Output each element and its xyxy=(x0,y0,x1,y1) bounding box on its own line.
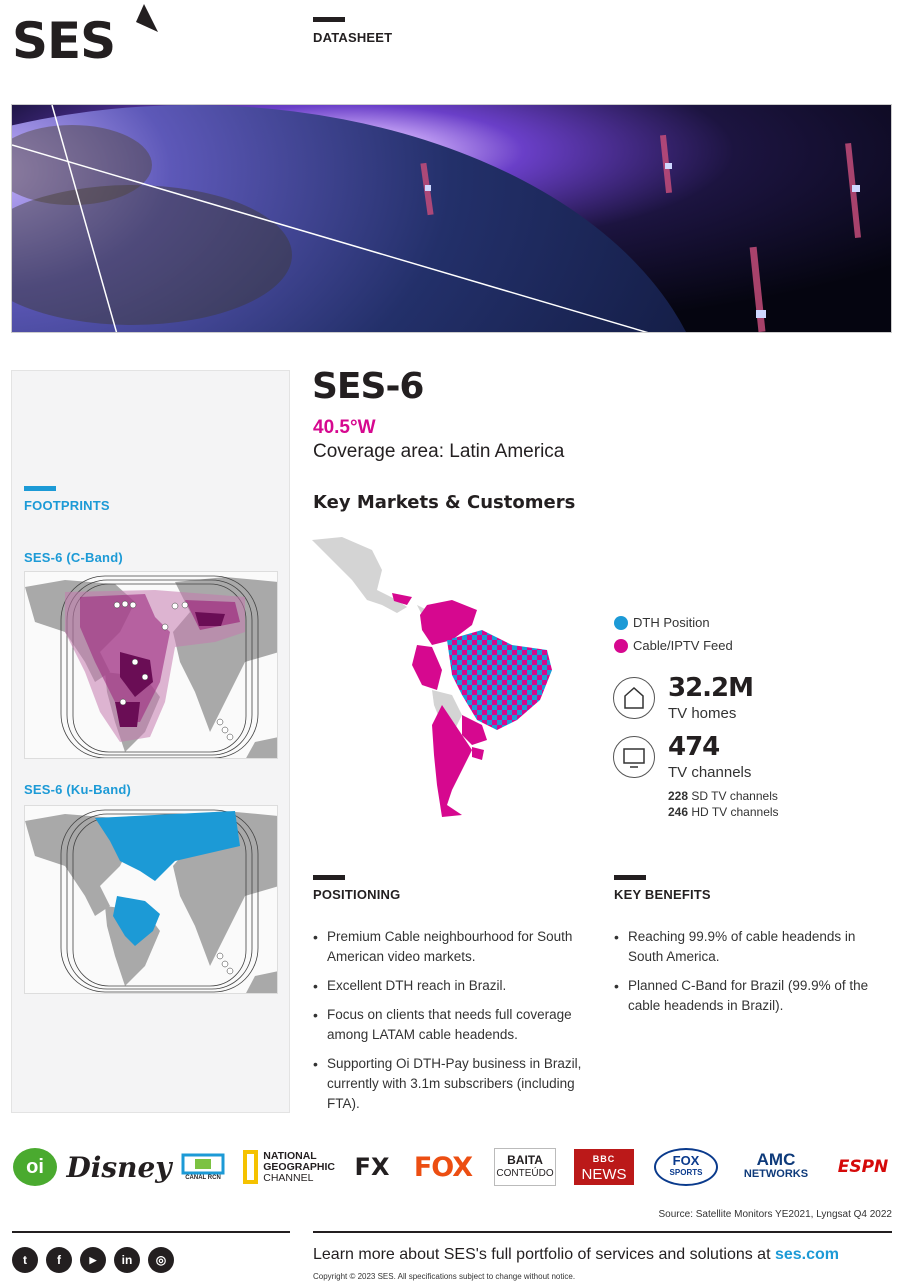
ses-logo xyxy=(12,4,162,68)
logo-text: SES xyxy=(12,12,116,70)
house-icon xyxy=(613,677,655,719)
cta-copy: Learn more about SES's full portfolio of services and solutions at xyxy=(313,1246,775,1263)
benefits-item: • Reaching 99.9% of cable headends in South America. xyxy=(614,927,884,967)
linkedin-icon[interactable]: in xyxy=(114,1247,140,1273)
natgeo-line-3: CHANNEL xyxy=(263,1171,314,1184)
sd-channels-label: SD TV channels xyxy=(691,789,778,803)
fox-sports-line-2: SPORTS xyxy=(669,1168,703,1177)
cable-legend-swatch xyxy=(614,639,628,653)
hero-space-illustration xyxy=(12,105,892,333)
c-band-title: SES-6 (C-Band) xyxy=(24,550,123,565)
hero-image xyxy=(11,104,892,333)
benefits-heading: KEY BENEFITS xyxy=(614,887,711,902)
amc-networks-logo xyxy=(735,1148,817,1186)
hd-channels xyxy=(668,805,779,819)
positioning-item: • Premium Cable neighbourhood for South American video markets. xyxy=(313,927,591,967)
c-band-footprint-map xyxy=(24,571,278,759)
fx-logo: FX xyxy=(354,1153,390,1181)
hd-channels-label: HD TV channels xyxy=(691,805,779,819)
sd-channels xyxy=(668,789,778,803)
tv-channels-value: 474 xyxy=(668,732,720,762)
satellite-name: SES-6 xyxy=(312,366,424,407)
orbital-position: 40.5°W xyxy=(313,417,376,438)
positioning-item: • Focus on clients that needs full coverage among LATAM cable headends. xyxy=(313,1005,591,1045)
natgeo-logo xyxy=(243,1148,335,1186)
natgeo-frame-icon xyxy=(243,1150,258,1184)
hd-channels-count: 246 xyxy=(668,805,689,819)
bbc-line-1: BBC xyxy=(592,1154,616,1164)
natgeo-line-1: NATIONAL xyxy=(263,1149,317,1162)
positioning-heading: POSITIONING xyxy=(313,887,401,902)
footer-rule-right xyxy=(313,1231,892,1233)
positioning-item: • Excellent DTH reach in Brazil. xyxy=(313,976,591,996)
oi-logo-text: oi xyxy=(13,1148,57,1186)
instagram-icon[interactable]: ◎ xyxy=(148,1247,174,1273)
baita-line-2: CONTEÚDO xyxy=(496,1168,554,1179)
ku-band-title: SES-6 (Ku-Band) xyxy=(24,782,131,797)
tv-icon xyxy=(613,736,655,778)
cta-text xyxy=(313,1246,839,1264)
tv-homes-label: TV homes xyxy=(668,705,737,722)
datasheet-label: DATASHEET xyxy=(313,30,393,45)
natgeo-line-2: GEOGRAPHIC xyxy=(263,1160,335,1173)
bbc-line-2: NEWS xyxy=(581,1166,627,1183)
baita-line-1: BAITA xyxy=(507,1153,543,1167)
facebook-icon[interactable]: f xyxy=(46,1247,72,1273)
ses-website-link[interactable]: ses.com xyxy=(774,1246,840,1263)
twitter-icon[interactable]: t xyxy=(12,1247,38,1273)
fox-sports-line-1: FOX xyxy=(672,1153,700,1168)
dth-legend-swatch xyxy=(614,616,628,630)
header-dash xyxy=(313,17,345,22)
footer-rule-left xyxy=(12,1231,290,1233)
logo-triangle-icon xyxy=(122,4,160,34)
coverage-area: Coverage area: Latin America xyxy=(313,441,565,462)
latin-america-markets-map xyxy=(312,535,557,820)
copyright: Copyright © 2023 SES. All specifications subject to change without notice. xyxy=(313,1272,576,1281)
espn-logo: ESPN xyxy=(837,1157,889,1177)
tv-channels-label: TV channels xyxy=(668,764,752,781)
canal-rcn-logo xyxy=(180,1148,226,1186)
bbc-news-logo xyxy=(574,1149,634,1185)
footprints-dash xyxy=(24,486,56,491)
rcn-symbol-icon xyxy=(181,1153,225,1175)
sd-channels-count: 228 xyxy=(668,789,689,803)
ku-band-footprint-map xyxy=(24,805,278,994)
tv-homes-value: 32.2M xyxy=(668,673,754,703)
rcn-text: CANAL RCN xyxy=(185,1175,221,1181)
key-markets-heading: Key Markets & Customers xyxy=(313,492,576,513)
baita-conteudo-logo xyxy=(494,1148,556,1186)
dth-legend-label: DTH Position xyxy=(633,615,710,630)
positioning-dash xyxy=(313,875,345,880)
cable-legend-label: Cable/IPTV Feed xyxy=(633,638,733,653)
positioning-item: • Supporting Oi DTH-Pay business in Brazil, currently with 3.1m subscribers (including FTA). xyxy=(313,1054,591,1114)
benefits-item: • Planned C-Band for Brazil (99.9% of the cable headends in Brazil). xyxy=(614,976,884,1016)
positioning-list xyxy=(313,927,591,1123)
benefits-dash xyxy=(614,875,646,880)
fox-logo: FOX xyxy=(413,1151,473,1183)
benefits-list xyxy=(614,927,884,1025)
amc-line-1: AMC xyxy=(756,1150,796,1169)
amc-line-2: NETWORKS xyxy=(743,1168,809,1180)
footprints-heading: FOOTPRINTS xyxy=(24,498,110,513)
disney-logo: Disney xyxy=(66,1150,172,1184)
fox-sports-logo xyxy=(654,1148,718,1186)
source-note: Source: Satellite Monitors YE2021, Lyngsat Q4 2022 xyxy=(658,1209,892,1220)
youtube-icon[interactable]: ▶ xyxy=(80,1247,106,1273)
oi-logo xyxy=(12,1148,58,1186)
